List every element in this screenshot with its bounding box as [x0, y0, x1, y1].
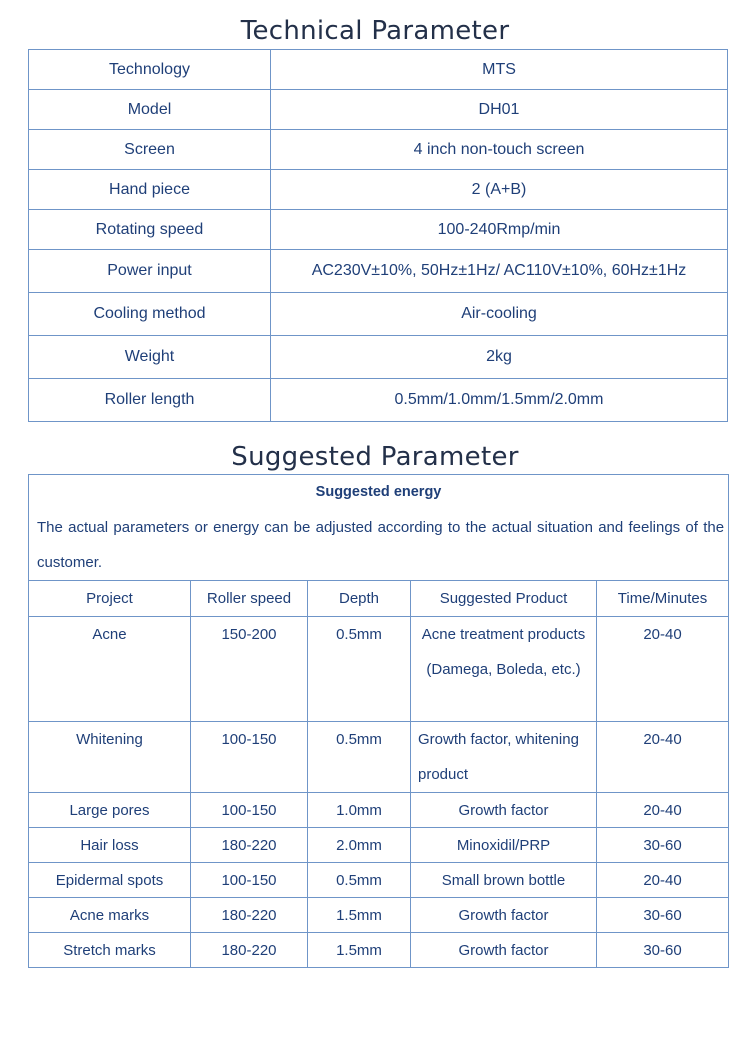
param-label: Rotating speed: [29, 210, 271, 250]
project-cell: Hair loss: [29, 828, 191, 863]
energy-heading: Suggested energy: [315, 484, 442, 500]
time-cell: 30-60: [597, 828, 729, 863]
technical-parameter-table: [28, 49, 728, 422]
table-row: [29, 793, 729, 828]
suggested-parameter-table: [28, 474, 729, 968]
column-header: Project: [29, 581, 191, 617]
column-header: Roller speed: [191, 581, 308, 617]
depth-cell: 1.5mm: [308, 898, 411, 933]
depth-cell: 1.5mm: [308, 933, 411, 968]
column-header: Suggested Product: [411, 581, 597, 617]
table-row: [29, 250, 728, 293]
product-cell: Small brown bottle: [411, 863, 597, 898]
project-cell: Whitening: [29, 722, 191, 793]
speed-cell: 100-150: [191, 863, 308, 898]
technical-parameter-title: Technical Parameter: [240, 16, 510, 46]
table-row: [29, 379, 728, 422]
param-label: Cooling method: [29, 293, 271, 336]
param-label: Screen: [29, 130, 271, 170]
speed-cell: 180-220: [191, 828, 308, 863]
param-label: Technology: [29, 50, 271, 90]
param-value: 2 (A+B): [271, 170, 728, 210]
param-value: 0.5mm/1.0mm/1.5mm/2.0mm: [271, 379, 728, 422]
product-cell: Growth factor, whitening product: [411, 722, 597, 793]
depth-cell: 0.5mm: [308, 617, 411, 722]
speed-cell: 180-220: [191, 933, 308, 968]
table-row: [29, 617, 729, 722]
table-row: [29, 210, 728, 250]
param-value: AC230V±10%, 50Hz±1Hz/ AC110V±10%, 60Hz±1Hz: [271, 250, 728, 293]
param-label: Roller length: [29, 379, 271, 422]
time-cell: 20-40: [597, 617, 729, 722]
depth-cell: 0.5mm: [308, 863, 411, 898]
suggested-parameter-title: Suggested Parameter: [231, 442, 519, 472]
table-row: [29, 898, 729, 933]
column-header: Depth: [308, 581, 411, 617]
table-row: [29, 722, 729, 793]
param-label: Weight: [29, 336, 271, 379]
param-value: MTS: [271, 50, 728, 90]
param-label: Hand piece: [29, 170, 271, 210]
table-row: [29, 90, 728, 130]
project-cell: Stretch marks: [29, 933, 191, 968]
time-cell: 20-40: [597, 863, 729, 898]
speed-cell: 150-200: [191, 617, 308, 722]
depth-cell: 2.0mm: [308, 828, 411, 863]
time-cell: 20-40: [597, 722, 729, 793]
project-cell: Acne marks: [29, 898, 191, 933]
table-row: [29, 50, 728, 90]
project-cell: Epidermal spots: [29, 863, 191, 898]
speed-cell: 180-220: [191, 898, 308, 933]
product-cell: Acne treatment products (Damega, Boleda, etc.): [411, 617, 597, 722]
product-cell: Growth factor: [411, 898, 597, 933]
table-row: [29, 933, 729, 968]
column-header: Time/Minutes: [597, 581, 729, 617]
product-cell: Growth factor: [411, 933, 597, 968]
product-cell: Growth factor: [411, 793, 597, 828]
time-cell: 20-40: [597, 793, 729, 828]
energy-note: [29, 475, 729, 581]
table-row: [29, 336, 728, 379]
project-cell: Acne: [29, 617, 191, 722]
product-cell: Minoxidil/PRP: [411, 828, 597, 863]
depth-cell: 0.5mm: [308, 722, 411, 793]
table-row: [29, 170, 728, 210]
table-header-row: [29, 581, 729, 617]
param-value: 100-240Rmp/min: [271, 210, 728, 250]
param-value: DH01: [271, 90, 728, 130]
time-cell: 30-60: [597, 898, 729, 933]
param-value: 4 inch non-touch screen: [271, 130, 728, 170]
table-row: [29, 863, 729, 898]
energy-text: The actual parameters or energy can be adjusted according to the actual situation and feelings of the customer.: [37, 519, 725, 571]
depth-cell: 1.0mm: [308, 793, 411, 828]
table-row: [29, 293, 728, 336]
table-row: [29, 130, 728, 170]
speed-cell: 100-150: [191, 722, 308, 793]
table-row: [29, 828, 729, 863]
param-value: Air-cooling: [271, 293, 728, 336]
param-value: 2kg: [271, 336, 728, 379]
param-label: Model: [29, 90, 271, 130]
speed-cell: 100-150: [191, 793, 308, 828]
project-cell: Large pores: [29, 793, 191, 828]
time-cell: 30-60: [597, 933, 729, 968]
param-label: Power input: [29, 250, 271, 293]
